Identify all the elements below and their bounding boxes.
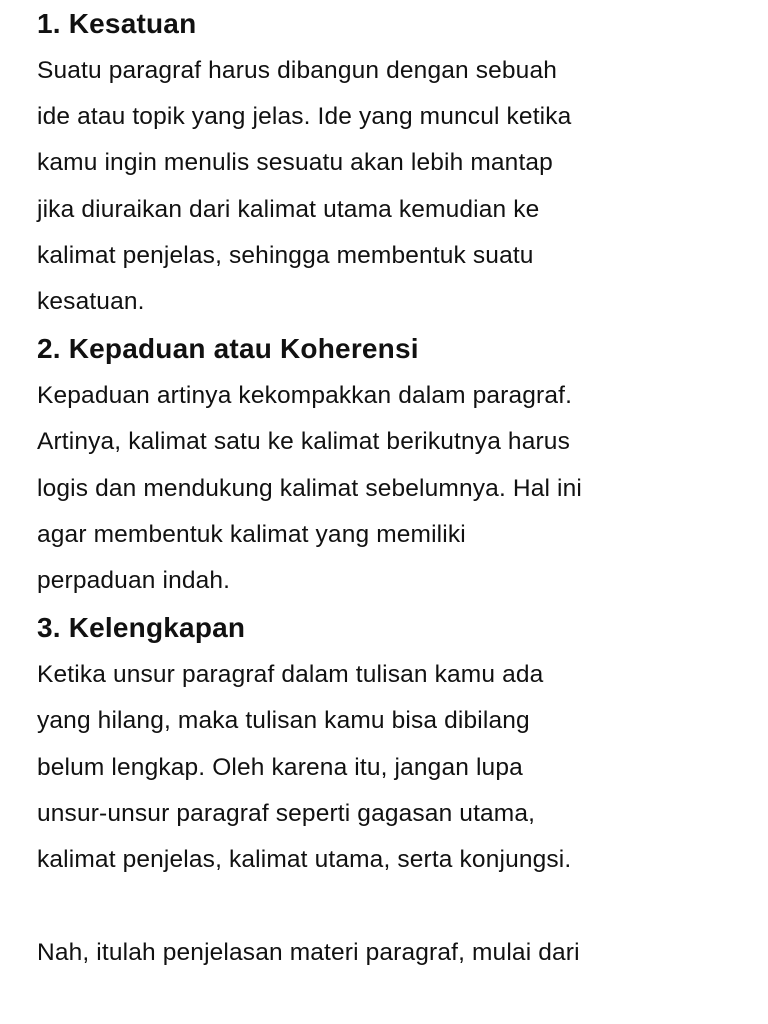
- section-body-kepaduan: [37, 373, 737, 604]
- body-line: kalimat penjelas, kalimat utama, serta konjungsi.: [37, 846, 572, 874]
- closing-paragraph: [37, 930, 737, 976]
- body-line: kesatuan.: [37, 288, 145, 316]
- body-line: yang hilang, maka tulisan kamu bisa dibilang: [37, 707, 530, 735]
- body-line: Ketika unsur paragraf dalam tulisan kamu ada: [37, 661, 544, 689]
- section-heading-kelengkapan: 3. Kelengkapan: [37, 612, 246, 644]
- body-line: logis dan mendukung kalimat sebelumnya. Hal ini: [37, 474, 582, 502]
- article-content: [37, 0, 737, 976]
- body-line: ide atau topik yang jelas. Ide yang muncul ketika: [37, 103, 572, 131]
- body-line: belum lengkap. Oleh karena itu, jangan lupa: [37, 753, 523, 781]
- body-line: kalimat penjelas, sehingga membentuk suatu: [37, 241, 534, 269]
- body-line: jika diuraikan dari kalimat utama kemudian ke: [37, 195, 540, 223]
- body-line: perpaduan indah.: [37, 567, 231, 595]
- body-line: kamu ingin menulis sesuatu akan lebih mantap: [37, 149, 553, 177]
- closing-line: Nah, itulah penjelasan materi paragraf, mulai dari: [37, 939, 580, 967]
- section-heading-kepaduan: 2. Kepaduan atau Koherensi: [37, 333, 419, 365]
- section-body-kelengkapan: [37, 652, 737, 883]
- body-line: Kepaduan artinya kekompakkan dalam paragraf.: [37, 382, 573, 410]
- body-line: Suatu paragraf harus dibangun dengan sebuah: [37, 57, 558, 84]
- body-line: unsur-unsur paragraf seperti gagasan utama,: [37, 799, 536, 827]
- section-body-kesatuan: [37, 48, 737, 325]
- section-heading-kesatuan: 1. Kesatuan: [37, 8, 197, 39]
- body-line: agar membentuk kalimat yang memiliki: [37, 520, 466, 548]
- body-line: Artinya, kalimat satu ke kalimat berikutnya harus: [37, 428, 570, 456]
